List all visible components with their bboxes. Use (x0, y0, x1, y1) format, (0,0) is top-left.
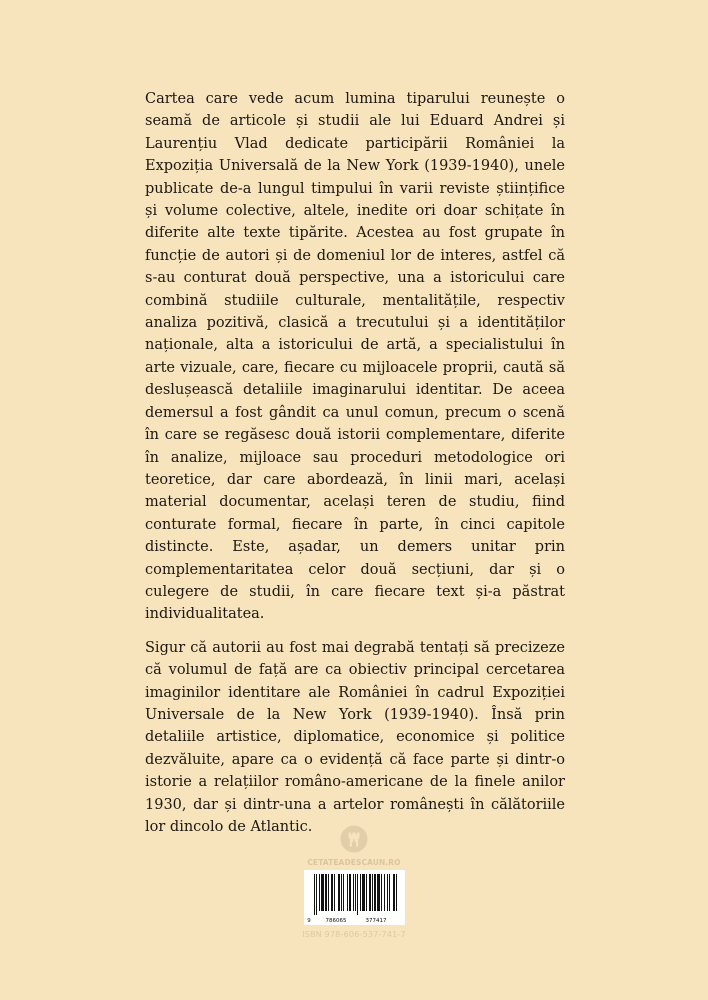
castle-tower-icon (340, 825, 368, 853)
barcode-bar (341, 874, 342, 911)
back-cover-text (145, 88, 565, 838)
barcode-bar (374, 874, 376, 911)
barcode-bar (319, 874, 320, 911)
barcode-bar (334, 874, 335, 911)
barcode-bar (387, 874, 388, 911)
barcode-bar (377, 874, 380, 911)
barcode-bar (316, 874, 317, 915)
barcode-bar (362, 874, 365, 911)
barcode-bar (372, 874, 373, 911)
barcode-bar (331, 874, 333, 911)
barcode-bar (393, 874, 395, 911)
barcode-bar (321, 874, 324, 911)
isbn-number: ISBN 978-606-537-741-7 (302, 930, 406, 939)
barcode-bar (396, 874, 397, 911)
barcode-bar (338, 874, 340, 911)
barcode-bar (328, 874, 329, 911)
paragraph-1: Cartea care vede acum lumina tiparului reunește o seamă de articole și studii ale lui Eduard Andrei și Laurențiu Vlad dedicate participării României la Expoziția Universală de la New York (1939-1940), unele publicate de-a lungul timpului în varii reviste științifice și volume colective, altele, inedite ori doar schițate în diferite alte texte tipărite. Acestea au fost grupate în funcție de autori și de domeniul lor de interes, astfel că s-au conturat două perspective, una a istoricului care combină studiile culturale, mentalitățile, respectiv analiza pozitivă, clasică a trecutului și a identităților naționale, alta a istoricului de artă, a specialistului în arte vizuale, care, fiecare cu mijloacele proprii, caută să deslușească detaliile imaginarului identitar. De aceea demersul a fost gândit ca unul comun, precum o scenă în care se regăsesc două istorii complementare, diferite în analize, mijloace sau proceduri metodologice ori teoretice, dar care abordează, în linii mari, același material documentar, același teren de studiu, fiind conturate formal, fiecare în parte, în cinci capitole distincte. Este, așadar, un demers unitar prin complementaritatea celor două secțiuni, dar și o culegere de studii, în care fiecare text și-a păstrat individualitatea. (145, 91, 565, 623)
barcode-bar (314, 874, 315, 915)
publisher-logo (0, 825, 708, 867)
barcode-bar (347, 874, 348, 911)
barcode-bar (357, 874, 358, 915)
barcode-bar (381, 874, 382, 911)
barcode-bar (355, 874, 356, 911)
barcode (304, 870, 405, 925)
barcode-bar (325, 874, 327, 911)
barcode-bar (360, 874, 361, 911)
barcode-bar (389, 874, 390, 911)
barcode-bar (369, 874, 371, 911)
barcode-bar (349, 874, 351, 911)
barcode-digits: 377417 (365, 918, 387, 924)
publisher-name: CETATEADESCAUN.RO (307, 858, 401, 867)
paragraph-2: Sigur că autorii au fost mai degrabă tentați să precizeze că volumul de față are ca obiectiv principal cercetarea imaginilor identitare ale României în cadrul Expoziției Universale de la New York (1939-1940). Însă prin detaliile artistice, diplomatice, economice și politice dezvăluite, apare ca o evidență că face parte și dintr-o istorie a relațiilor româno-americane de la finele anilor 1930, dar și dintr-una a artelor românești în călătoriile lor dincolo de Atlantic. (145, 639, 565, 835)
barcode-digits: 786065 (325, 918, 347, 924)
barcode-graphic (304, 870, 405, 925)
barcode-digits: 9 (307, 918, 311, 924)
barcode-bar (353, 874, 354, 911)
barcode-bar (366, 874, 367, 911)
barcode-bar (384, 874, 385, 911)
barcode-bar (343, 874, 344, 911)
